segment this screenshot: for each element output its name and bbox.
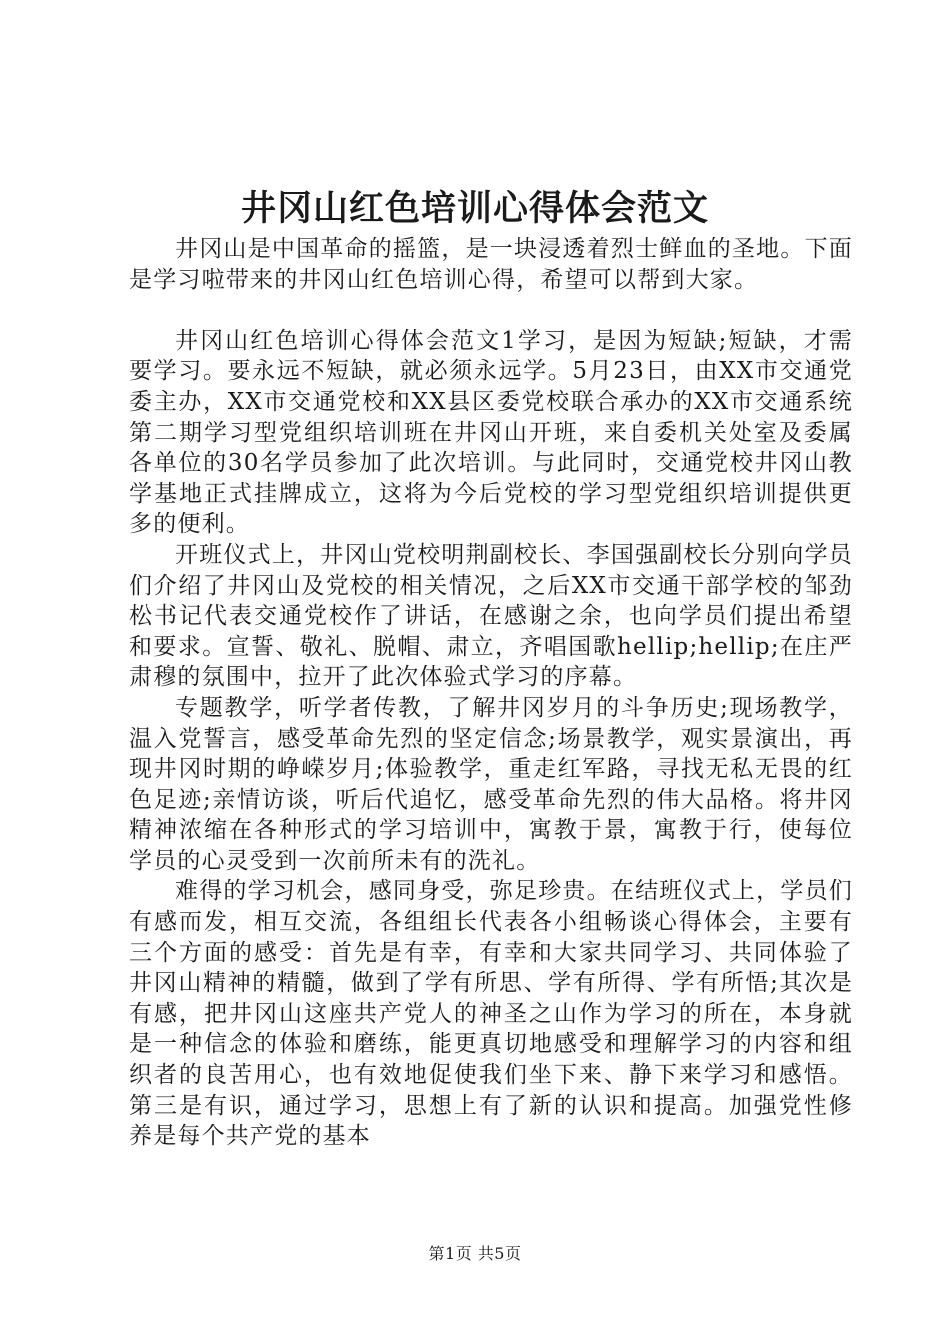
body-paragraph-4: 难得的学习机会，感同身受，弥足珍贵。在结班仪式上，学员们有感而发，相互交流，各组组长代表各小组畅谈心得体会，主要有三个方面的感受：首先是有幸，有幸和大家共同学习、共同体验了井冈山精神的精髓，做到了学有所思、学有所得、学有所悟;其次是有感，把井冈山这座共产党人的神圣之山作为学习的所在，本身就是一种信念的体验和磨练，能更真切地感受和理解学习的内容和组织者的良苦用心，也有效地促使我们坐下来、静下来学习和感悟。第三是有识，通过学习，思想上有了新的认识和提高。加强党性修养是每个共产党的基本 bbox=[129, 878, 853, 1150]
document-title: 井冈山红色培训心得体会范文 bbox=[240, 188, 709, 229]
document-body bbox=[129, 234, 853, 1152]
page-number-footer: 第1页 共5页 bbox=[428, 1244, 522, 1263]
body-paragraph-2: 开班仪式上，井冈山党校明荆副校长、李国强副校长分别向学员们介绍了井冈山及党校的相关情况，之后XX市交通干部学校的邹劲松书记代表交通党校作了讲话，在感谢之余，也向学员们提出希望和要求。宣誓、敬礼、脱帽、肃立，齐唱国歌hellip;hellip;在庄严肃穆的氛围中，拉开了此次体验式学习的序幕。 bbox=[129, 541, 853, 691]
body-paragraph-3: 专题教学，听学者传教，了解井冈岁月的斗争历史;现场教学，温入党誓言，感受革命先烈的坚定信念;场景教学，观实景演出，再现井冈时期的峥嵘岁月;体验教学，重走红军路，寻找无私无畏的红色足迹;亲情访谈，听后代追忆，感受革命先烈的伟大品格。将井冈精神浓缩在各种形式的学习培训中，寓教于景，寓教于行，使每位学员的心灵受到一次前所未有的洗礼。 bbox=[129, 694, 853, 874]
body-paragraph-1: 井冈山红色培训心得体会范文1学习，是因为短缺;短缺，才需要学习。要永远不短缺，就必须永远学。5月23日，由XX市交通党委主办，XX市交通党校和XX县区委党校联合承办的XX市交通系统第二期学习型党组织培训班在井冈山开班，来自委机关处室及委属各单位的30名学员参加了此次培训。与此同时，交通党校井冈山教学基地正式挂牌成立，这将为今后党校的学习型党组织培训提供更多的便利。 bbox=[129, 327, 853, 538]
intro-paragraph: 井冈山是中国革命的摇篮，是一块浸透着烈士鲜血的圣地。下面是学习啦带来的井冈山红色培训心得，希望可以帮到大家。 bbox=[129, 236, 853, 293]
